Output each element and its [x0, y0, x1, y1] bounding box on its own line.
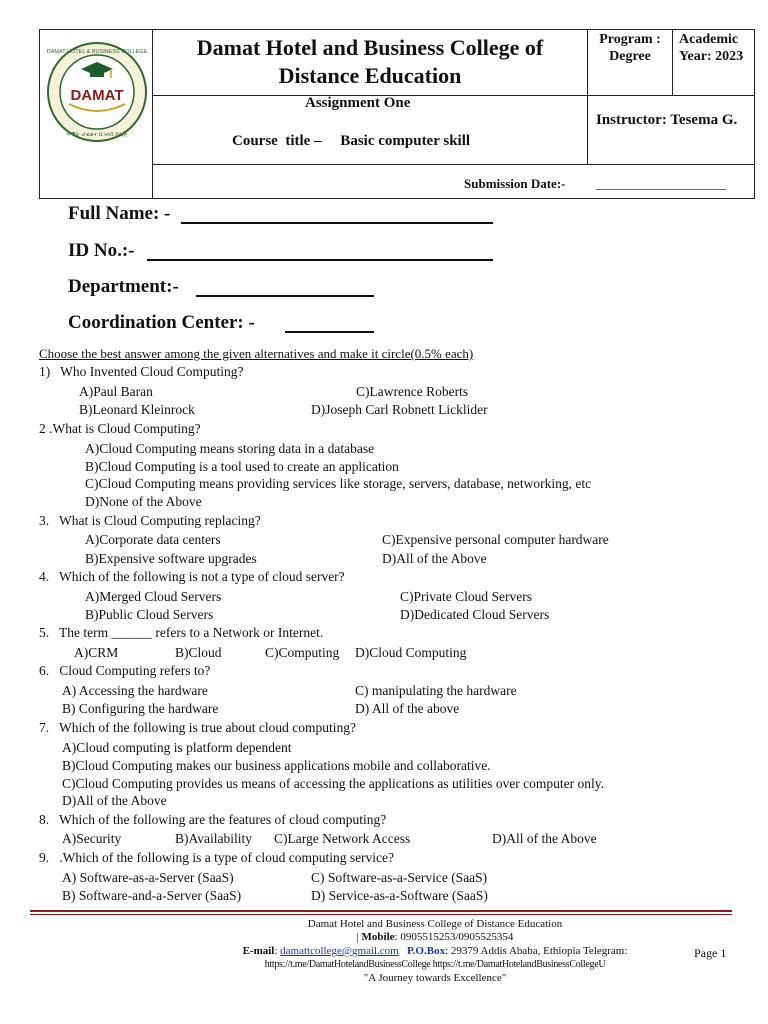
question-7: 7. Which of the following is true about cloud computing? [39, 720, 356, 735]
program-label: Program : [599, 32, 661, 47]
assignment-title: Assignment One [305, 95, 411, 111]
mobile-value: : 0905515253/0905525354 [394, 931, 514, 943]
option-2d[interactable]: D)None of the Above [85, 494, 202, 509]
option-2c[interactable]: C)Cloud Computing means providing services like storage, servers, database, networking, etc [85, 476, 592, 491]
option-9d[interactable]: D) Service-as-a-Software (SaaS) [311, 888, 488, 903]
option-7c[interactable]: C)Cloud Computing provides us means of accessing the applications as utilities over computer only. [62, 776, 605, 791]
instructions: Choose the best answer among the given alternatives and make it circle(0.5% each) [39, 346, 474, 361]
option-3d[interactable]: D)All of the Above [382, 551, 487, 566]
department-label: Department:- [68, 276, 179, 297]
option-3b[interactable]: B)Expensive software upgrades [85, 551, 257, 566]
svg-text:ዳማት ሆቴልና ቢዝነስ ኮሌጅ: ዳማት ሆቴልና ቢዝነስ ኮሌጅ [66, 131, 128, 138]
header-divider [152, 95, 755, 96]
academic-value: Year: 2023 [679, 49, 744, 64]
option-7d[interactable]: D)All of the Above [62, 793, 167, 808]
footer-contact: E-mail: damattcollege@gmail.com P.O.Box: 29379 Addis Ababa, Ethiopia Telegram: [242, 945, 628, 957]
header-divider [672, 29, 673, 95]
option-9a[interactable]: A) Software-as-a-Server (SaaS) [62, 870, 234, 885]
option-2b[interactable]: B)Cloud Computing is a tool used to create an application [85, 459, 399, 474]
question-5: 5. The term ______ refers to a Network or Internet. [39, 625, 324, 640]
option-4d[interactable]: D)Dedicated Cloud Servers [400, 607, 550, 622]
option-1a[interactable]: A)Paul Baran [79, 384, 153, 399]
question-4: 4. Which of the following is not a type of cloud server? [39, 569, 345, 584]
question-2: 2 .What is Cloud Computing? [39, 421, 201, 436]
option-7a[interactable]: A)Cloud computing is platform dependent [62, 740, 292, 755]
option-8b[interactable]: B)Availability [175, 831, 252, 846]
option-6a[interactable]: A) Accessing the hardware [62, 683, 208, 698]
option-8d[interactable]: D)All of the Above [492, 831, 597, 846]
footer-college: Damat Hotel and Business College of Distance Education [307, 918, 563, 930]
option-4c[interactable]: C)Private Cloud Servers [400, 589, 532, 604]
question-3: 3. What is Cloud Computing replacing? [39, 513, 261, 528]
academic-year-cell [679, 31, 755, 65]
submission-label: Submission Date:- [464, 176, 566, 191]
pobox-value: : 29379 Addis Ababa, Ethiopia Telegram: [445, 945, 628, 957]
option-4a[interactable]: A)Merged Cloud Servers [85, 589, 222, 604]
footer-motto: "A Journey towards Excellence" [363, 972, 507, 984]
full-name-line[interactable] [181, 222, 493, 224]
option-9b[interactable]: B) Software-and-a-Server (SaaS) [62, 888, 242, 903]
header-divider [152, 29, 153, 199]
course-title: Course title – Basic computer skill [232, 133, 471, 149]
page-number: Page 1 [694, 946, 727, 960]
option-9c[interactable]: C) Software-as-a-Service (SaaS) [311, 870, 488, 885]
svg-text:DAMAT: DAMAT [70, 87, 124, 104]
question-1: 1) Who Invented Cloud Computing? [39, 364, 244, 379]
option-1c[interactable]: C)Lawrence Roberts [356, 384, 469, 399]
id-no-line[interactable] [147, 259, 493, 261]
college-logo [45, 40, 149, 144]
option-1d[interactable]: D)Joseph Carl Robnett Licklider [311, 402, 488, 417]
full-name-label: Full Name: - [68, 203, 171, 224]
option-8c[interactable]: C)Large Network Access [274, 831, 411, 846]
program-value: Degree [609, 49, 651, 64]
option-2a[interactable]: A)Cloud Computing means storing data in a database [85, 441, 375, 456]
instructor: Instructor: Tesema G. [596, 112, 738, 128]
mobile-label: Mobile [361, 931, 395, 943]
footer-rule [30, 910, 732, 912]
option-5c[interactable]: C)Computing [265, 645, 340, 660]
option-5d[interactable]: D)Cloud Computing [355, 645, 467, 660]
header-divider [152, 164, 755, 165]
option-6c[interactable]: C) manipulating the hardware [355, 683, 517, 698]
option-5a[interactable]: A)CRM [74, 645, 119, 660]
coordination-label: Coordination Center: - [68, 312, 255, 333]
email-link[interactable]: damattcollege@gmail.com [280, 945, 399, 957]
option-8a[interactable]: A)Security [62, 831, 122, 846]
option-4b[interactable]: B)Public Cloud Servers [85, 607, 214, 622]
program-cell [588, 31, 672, 65]
footer-rule [30, 914, 732, 915]
footer-mobile: | Mobile: 0905515253/0905525354 [356, 931, 514, 943]
coordination-line[interactable] [285, 331, 374, 333]
option-6b[interactable]: B) Configuring the hardware [62, 701, 219, 716]
academic-label: Academic [679, 32, 739, 47]
option-6d[interactable]: D) All of the above [355, 701, 460, 716]
option-1b[interactable]: B)Leonard Kleinrock [79, 402, 195, 417]
option-7b[interactable]: B)Cloud Computing makes our business applications mobile and collaborative. [62, 758, 491, 773]
question-9: 9. .Which of the following is a type of cloud computing service? [39, 850, 395, 865]
question-8: 8. Which of the following are the features of cloud computing? [39, 812, 387, 827]
question-6: 6. Cloud Computing refers to? [39, 663, 211, 678]
svg-text:DAMAT HOTEL & BUSINESS COLLEGE: DAMAT HOTEL & BUSINESS COLLEGE [46, 49, 148, 55]
email-label: E-mail [242, 945, 275, 957]
id-no-label: ID No.:- [68, 240, 135, 261]
submission-blank: ____________________ [596, 176, 726, 191]
option-3c[interactable]: C)Expensive personal computer hardware [382, 532, 609, 547]
footer-telegram[interactable]: https://t.me/DamatHotelandBusinessCollege https://t.me/DamatHotelandBusinessCollegeU [264, 959, 606, 970]
department-line[interactable] [196, 295, 374, 297]
pobox-label: P.O.Box [406, 945, 446, 957]
option-5b[interactable]: B)Cloud [175, 645, 222, 660]
option-3a[interactable]: A)Corporate data centers [85, 532, 221, 547]
college-title: Damat Hotel and Business College of Distance Education [196, 35, 544, 88]
